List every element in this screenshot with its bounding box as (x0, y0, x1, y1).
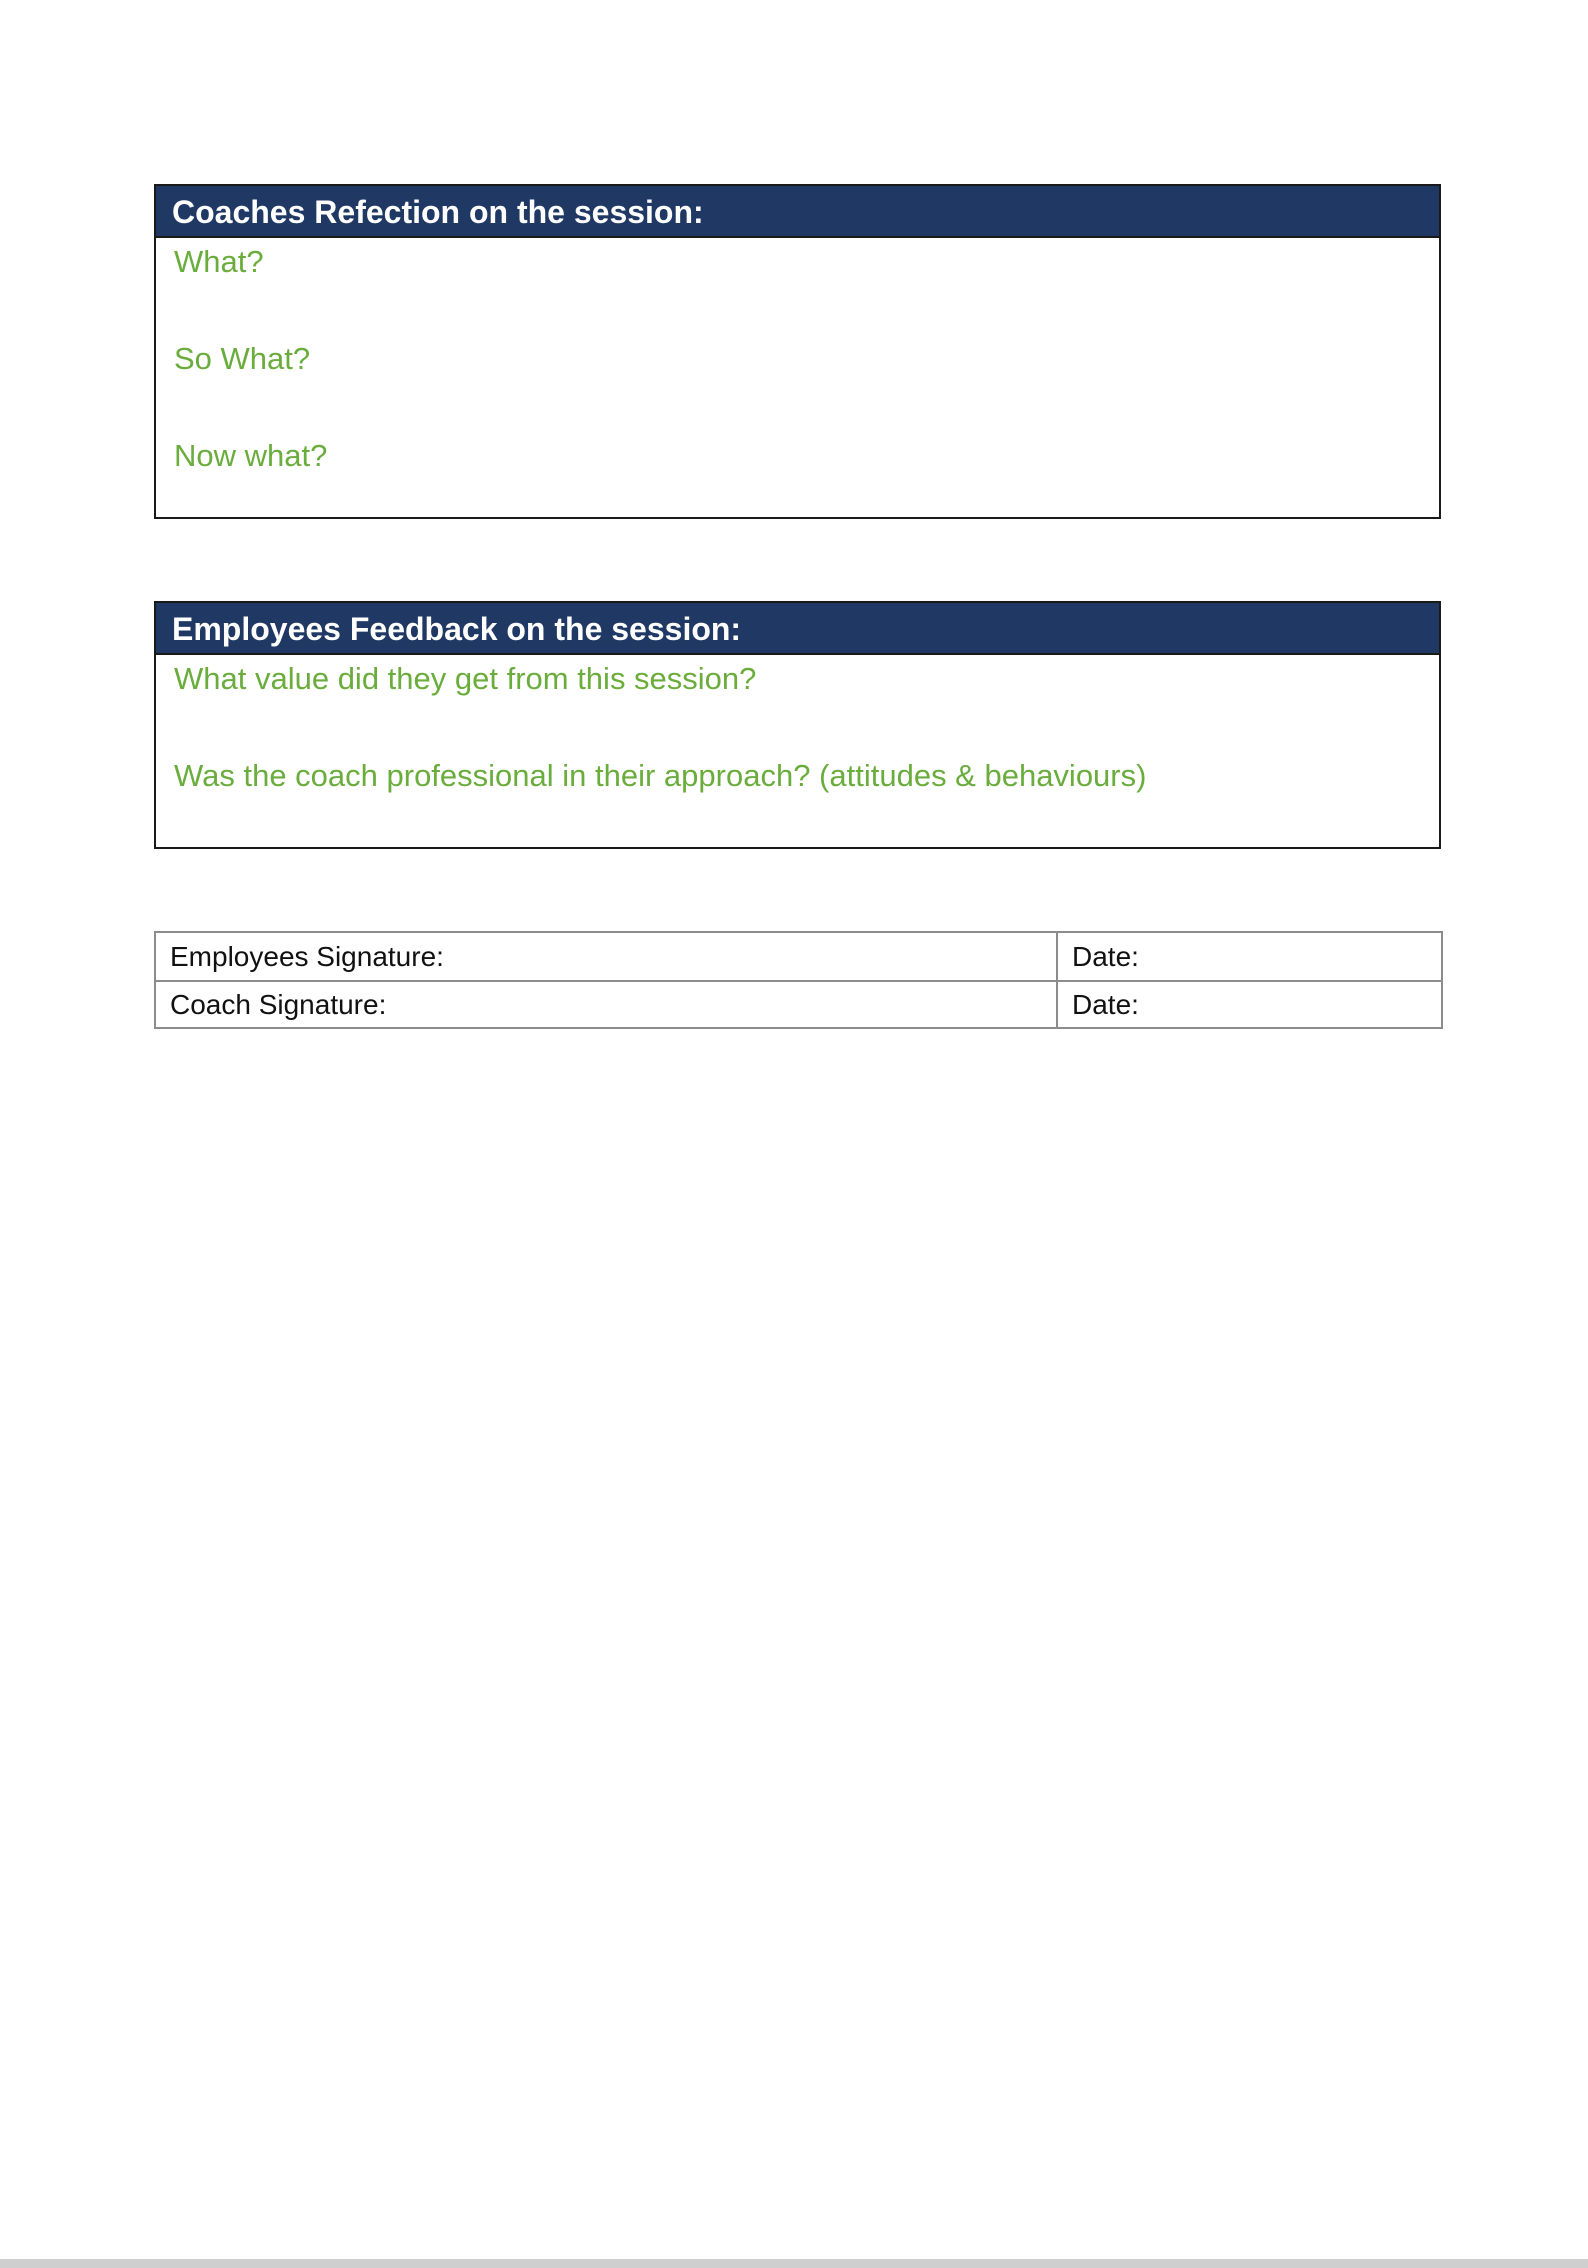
coach-reflection-header: Coaches Refection on the session: (156, 186, 1439, 238)
signature-row-employee (155, 932, 1442, 981)
employee-signature-field[interactable]: Employees Signature: (155, 932, 1057, 981)
signature-table (154, 931, 1443, 1029)
employee-feedback-section (154, 601, 1441, 849)
reflection-prompt-now-what: Now what? (174, 438, 328, 473)
signature-row-coach (155, 981, 1442, 1028)
coach-date-field[interactable]: Date: (1057, 981, 1442, 1028)
reflection-prompt-so-what: So What? (174, 341, 311, 376)
page-bottom-edge (0, 2259, 1588, 2268)
feedback-prompt-value: What value did they get from this session? (174, 661, 757, 696)
reflection-prompt-what: What? (174, 244, 264, 279)
coach-reflection-section (154, 184, 1441, 519)
employee-date-field[interactable]: Date: (1057, 932, 1442, 981)
coach-signature-field[interactable]: Coach Signature: (155, 981, 1057, 1028)
feedback-prompt-professionalism: Was the coach professional in their approach? (attitudes & behaviours) (174, 758, 1147, 793)
employee-feedback-header: Employees Feedback on the session: (156, 603, 1439, 655)
